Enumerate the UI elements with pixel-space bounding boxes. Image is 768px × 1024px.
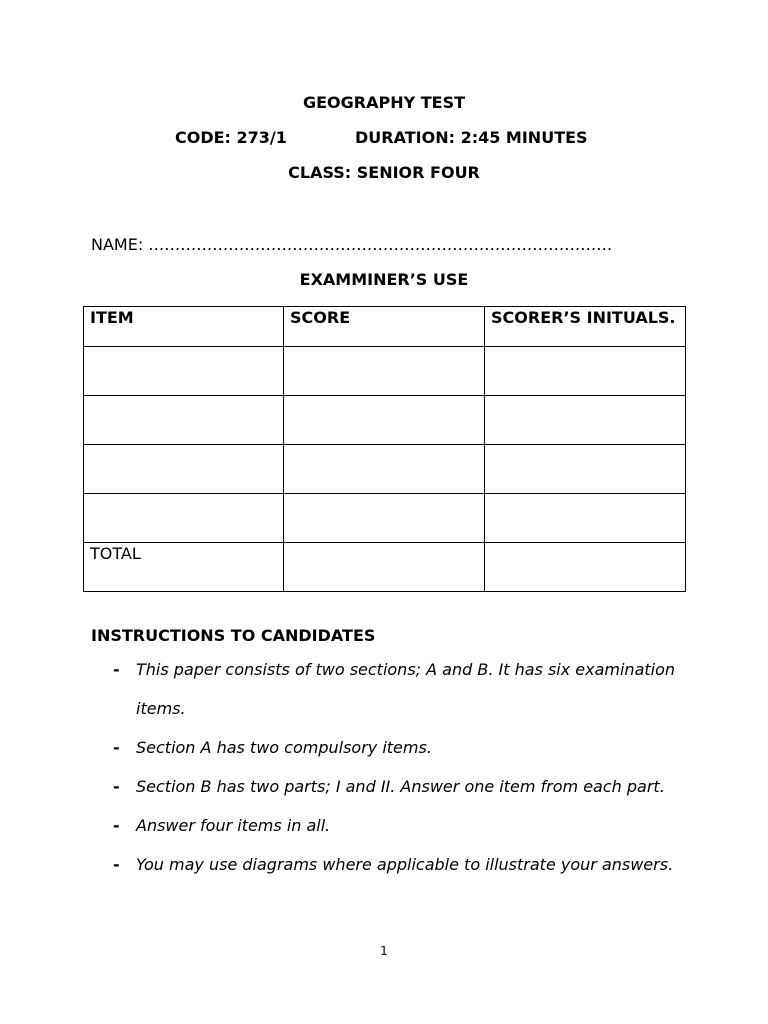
class-line: CLASS: SENIOR FOUR [288,163,480,182]
table-row [84,347,686,396]
column-header-score: SCORE [284,307,485,347]
table-cell [485,347,686,396]
table-cell [84,445,284,494]
list-item [0,728,696,767]
instruction-text: Section B has two parts; I and II. Answer one item from each part. [136,777,665,796]
bullet-dash: - [113,777,120,796]
instruction-text: You may use diagrams where applicable to illustrate your answers. [136,855,674,874]
table-row [84,494,686,543]
table-cell [284,543,485,592]
table-cell [284,494,485,543]
table-cell [284,347,485,396]
list-item [0,767,696,806]
list-item [0,650,696,728]
column-header-scorer-initials: SCORER’S INITUALS. [485,307,686,347]
table-cell [284,445,485,494]
bullet-dash: - [113,660,120,679]
code-duration-line [0,128,768,150]
list-item [0,845,696,884]
name-field: NAME: …………………………………………………………………………… [91,235,613,254]
table-cell [84,494,284,543]
table-row [84,396,686,445]
bullet-dash: - [113,855,120,874]
document-title: GEOGRAPHY TEST [302,93,466,112]
instructions-heading: INSTRUCTIONS TO CANDIDATES [91,626,376,645]
instruction-text: Answer four items in all. [136,816,331,835]
table-cell [84,396,284,445]
instructions-list [0,650,768,884]
table-cell [485,396,686,445]
bullet-dash: - [113,738,120,757]
examiner-use-heading: EXAMMINER’S USE [299,270,469,289]
table-cell [485,543,686,592]
examiner-score-table [83,306,686,592]
instruction-text: This paper consists of two sections; A and B. It has six examination items. [136,660,676,718]
table-row-total [84,543,686,592]
table-header-row [84,307,686,347]
page-number: 1 [380,944,388,958]
column-header-item: ITEM [84,307,284,347]
list-item [0,806,696,845]
paper-code: CODE: 273/1 [175,128,287,147]
table-cell [485,494,686,543]
total-label: TOTAL [84,543,284,592]
table-cell [284,396,485,445]
instruction-text: Section A has two compulsory items. [136,738,432,757]
table-cell [485,445,686,494]
paper-duration: DURATION: 2:45 MINUTES [355,128,588,147]
table-row [84,445,686,494]
bullet-dash: - [113,816,120,835]
table-cell [84,347,284,396]
